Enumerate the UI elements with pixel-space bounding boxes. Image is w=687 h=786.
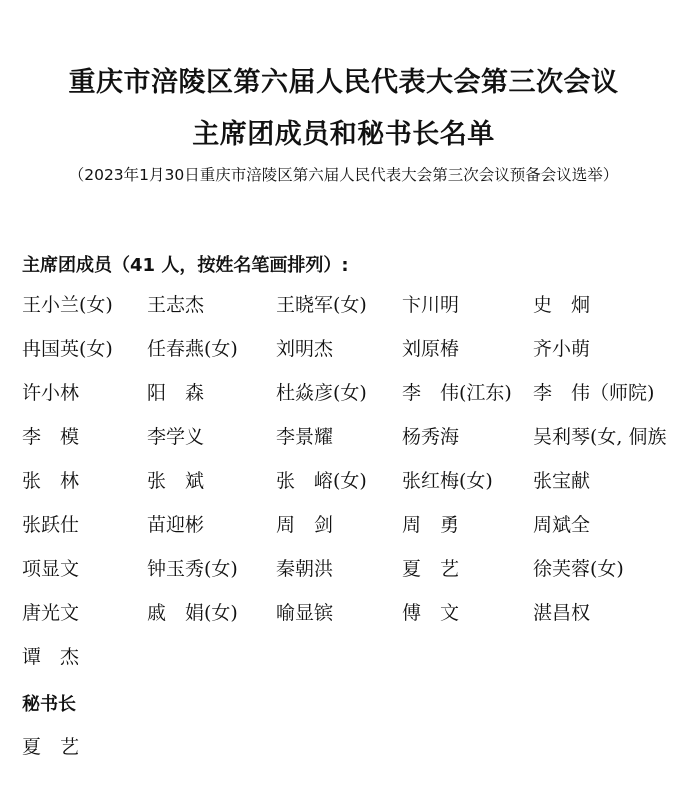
member-name: 张 林 <box>22 470 80 492</box>
member-name: 李 伟(江东) <box>402 382 512 404</box>
member-name: 项显文 <box>22 558 80 580</box>
member-name: 李景耀 <box>276 426 334 448</box>
member-name: 任春燕(女) <box>147 338 238 360</box>
secretary-general-heading: 秘书长 <box>22 694 76 715</box>
member-name: 卞川明 <box>402 294 460 316</box>
member-name: 张宝献 <box>533 470 591 492</box>
member-name: 王志杰 <box>147 294 205 316</box>
document-subtitle: （2023年1月30日重庆市涪陵区第六届人民代表大会第三次会议预备会议选举） <box>68 166 619 184</box>
presidium-heading: 主席团成员（41 人，按姓名笔画排列）: <box>22 255 349 276</box>
member-name: 李 伟（师院) <box>533 382 655 404</box>
member-name: 张 斌 <box>147 470 205 492</box>
member-name: 周斌全 <box>533 514 591 536</box>
member-name: 吴利琴(女, 侗族 <box>533 426 667 448</box>
member-name: 张 嵱(女) <box>276 470 367 492</box>
member-name: 史 炯 <box>533 294 591 316</box>
member-name: 周 勇 <box>402 514 460 536</box>
member-name: 戚 娟(女) <box>147 602 238 624</box>
member-name: 杜焱彦(女) <box>276 382 367 404</box>
member-name: 冉国英(女) <box>22 338 113 360</box>
member-name: 唐光文 <box>22 602 80 624</box>
secretary-general-name: 夏 艺 <box>22 736 80 758</box>
member-name: 张红梅(女) <box>402 470 493 492</box>
member-name: 苗迎彬 <box>147 514 205 536</box>
member-name: 秦朝洪 <box>276 558 334 580</box>
member-name: 傅 文 <box>402 602 460 624</box>
member-name: 谭 杰 <box>22 646 80 668</box>
member-name: 刘明杰 <box>276 338 334 360</box>
member-name: 李学义 <box>147 426 205 448</box>
member-name: 许小林 <box>22 382 80 404</box>
member-name: 湛昌权 <box>533 602 591 624</box>
member-name: 周 剑 <box>276 514 334 536</box>
member-name: 夏 艺 <box>402 558 460 580</box>
member-name: 钟玉秀(女) <box>147 558 238 580</box>
document-title-line-2: 主席团成员和秘书长名单 <box>192 119 495 150</box>
member-name: 张跃仕 <box>22 514 80 536</box>
member-name: 李 模 <box>22 426 80 448</box>
member-name: 杨秀海 <box>402 426 460 448</box>
document-title-line-1: 重庆市涪陵区第六届人民代表大会第三次会议 <box>68 67 619 98</box>
member-name: 阳 森 <box>147 382 205 404</box>
member-name: 王小兰(女) <box>22 294 113 316</box>
member-name: 齐小萌 <box>533 338 591 360</box>
member-name: 徐芙蓉(女) <box>533 558 624 580</box>
member-name: 喻显镔 <box>276 602 334 624</box>
member-name: 刘原椿 <box>402 338 460 360</box>
member-name: 王晓军(女) <box>276 294 367 316</box>
